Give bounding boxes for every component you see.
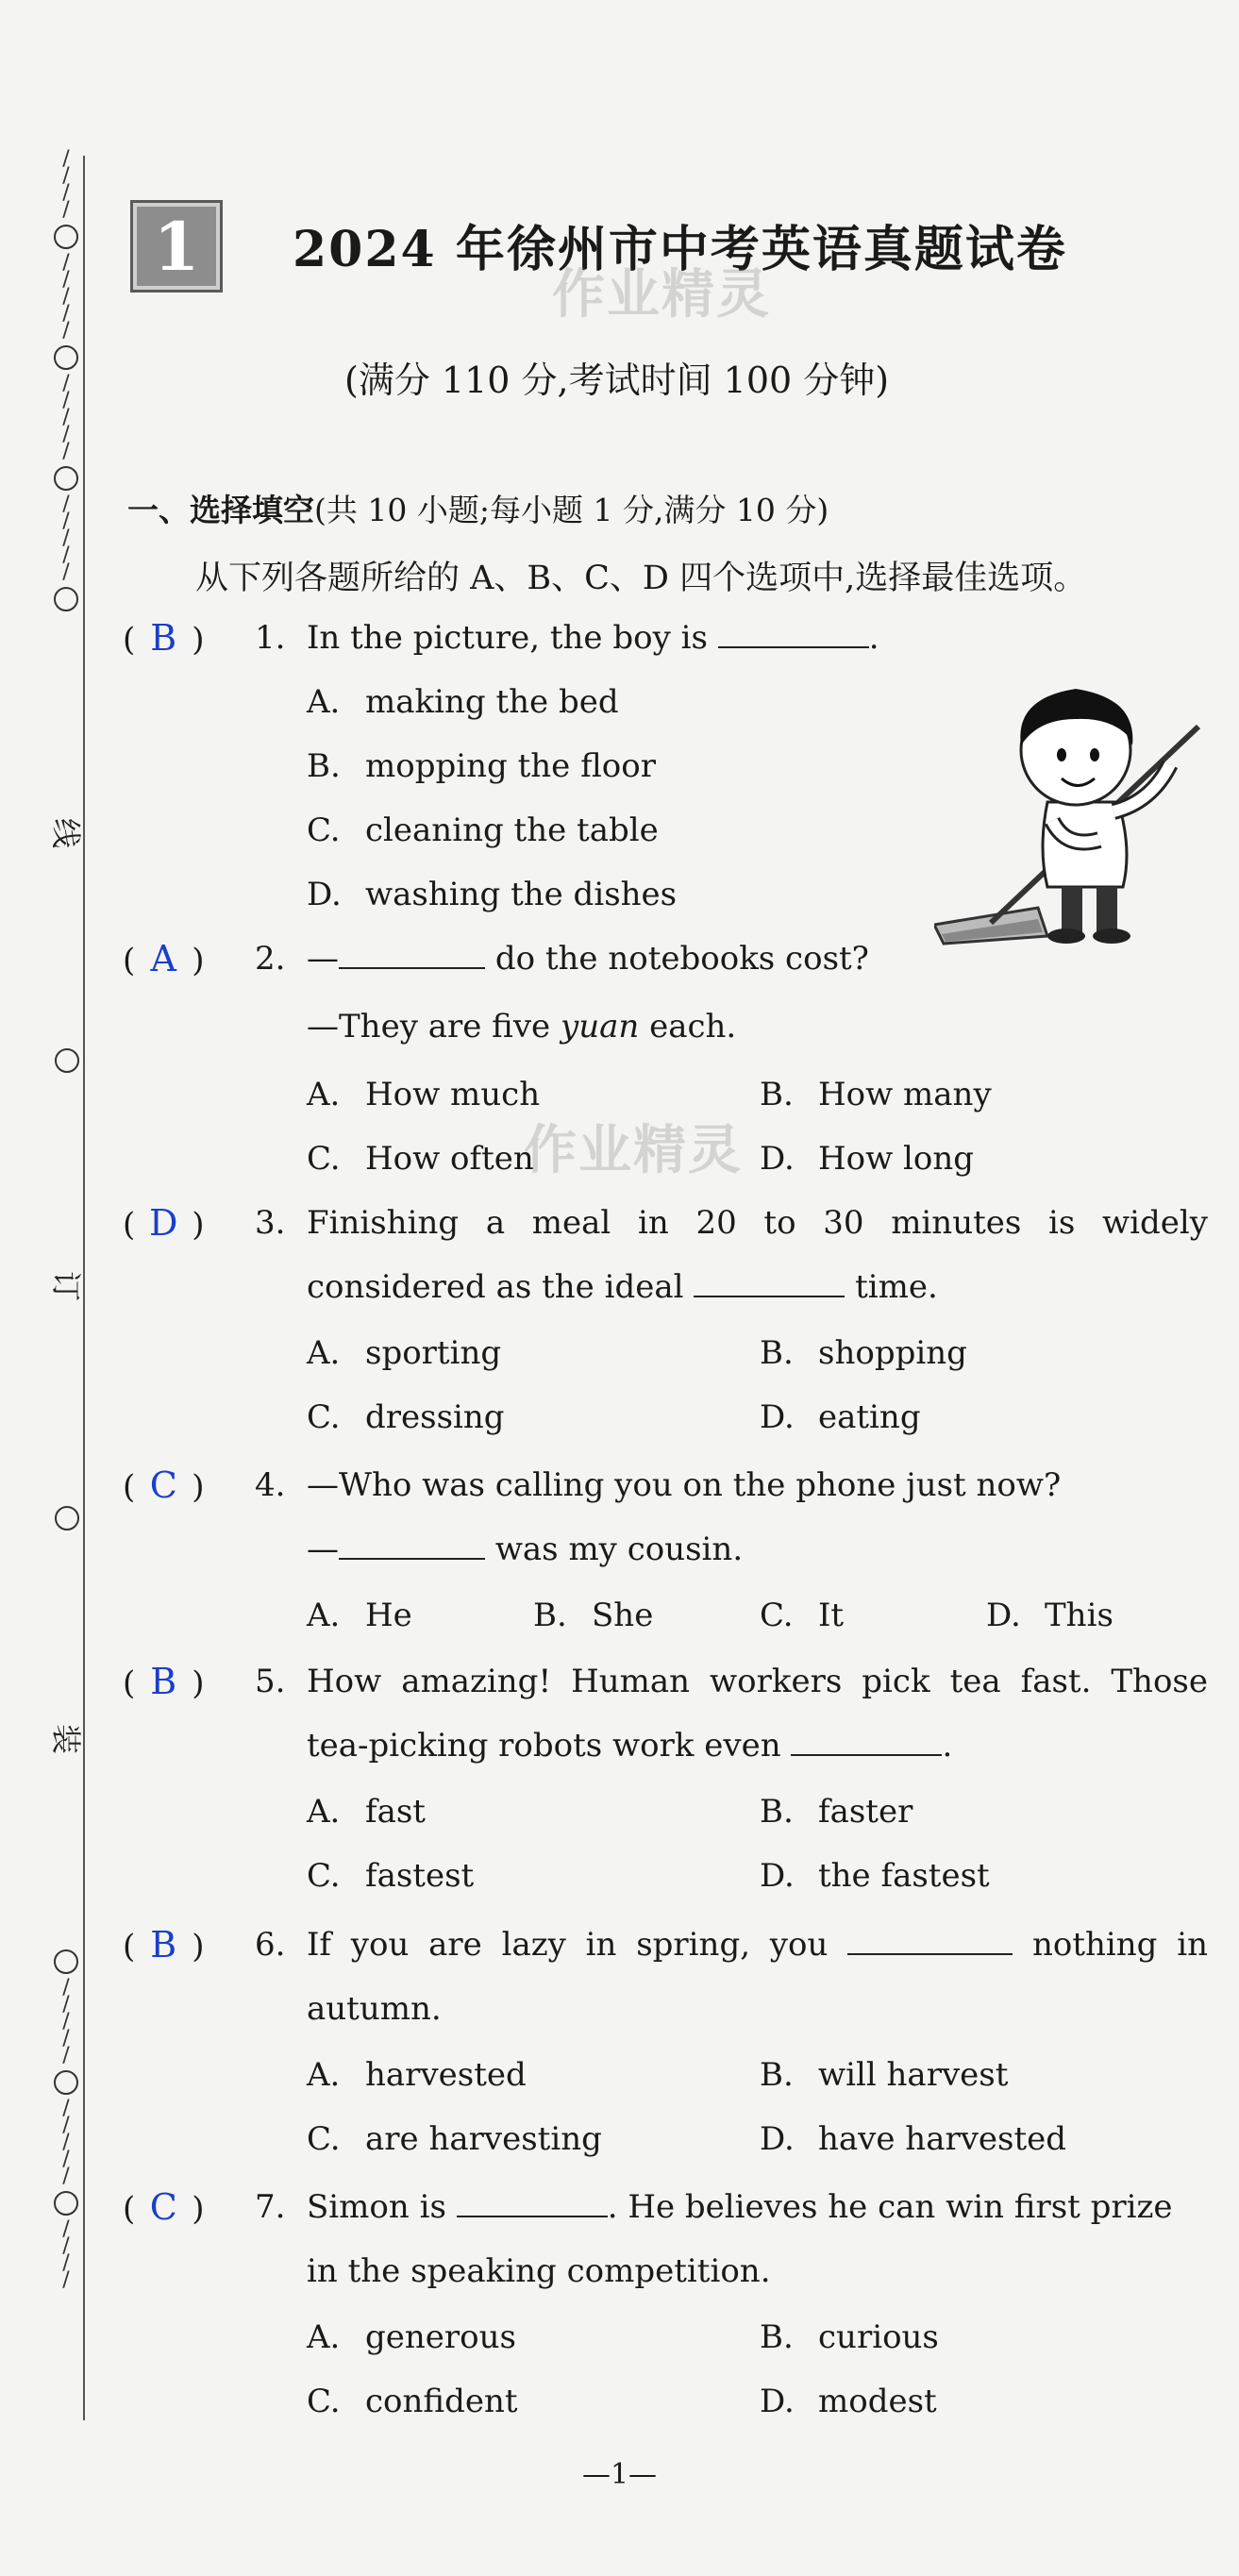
question-stem: —Who was calling you on the phone just now? — [307, 1466, 1062, 1504]
question-stem: How amazing! Human workers pick tea fast. Those — [307, 1663, 1208, 1700]
option-a: A. He — [307, 1597, 412, 1634]
page-number: —1— — [581, 2458, 658, 2491]
option-d: D. eating — [760, 1398, 921, 1436]
answer-blank — [339, 1530, 485, 1560]
option-b: B. faster — [760, 1793, 913, 1831]
answer-3: D — [149, 1202, 178, 1244]
option-b: B. mopping the floor — [307, 747, 656, 785]
question-number: 3. — [255, 1204, 286, 1242]
option-b: B. She — [533, 1597, 654, 1634]
question-stem: In the picture, the boy is . — [307, 619, 879, 657]
answer-blank — [694, 1267, 845, 1297]
option-d: D. How long — [760, 1140, 975, 1178]
option-c: C. fastest — [307, 1857, 475, 1895]
option-c: C. are harvesting — [307, 2120, 602, 2158]
binding-circle — [54, 1949, 78, 1974]
option-b: B. curious — [760, 2318, 939, 2356]
watermark: 作业精灵 — [524, 1120, 743, 1181]
question-line-2: —They are five yuan each. — [307, 1008, 737, 1045]
option-c: C. cleaning the table — [307, 811, 659, 849]
watermark: 作业精灵 — [552, 264, 771, 326]
answer-blank — [791, 1726, 942, 1756]
question-stem: If you are lazy in spring, you nothing in — [307, 1926, 1209, 1964]
option-d: D. modest — [760, 2383, 937, 2420]
option-a: A. sporting — [307, 1334, 502, 1372]
question-line-2: considered as the ideal time. — [307, 1268, 938, 1306]
answer-blank — [847, 1925, 1013, 1955]
question-6: ( B ) 6. If you are lazy in spring, you nothing in autumn. A. harvested B. will harvest C. are harvesting D. have harvested — [123, 1913, 1208, 2177]
question-number: 1. — [255, 619, 286, 657]
answer-4: C — [149, 1464, 177, 1506]
answer-blank — [457, 2187, 608, 2217]
option-d: D. This — [986, 1597, 1113, 1634]
option-c: C. How often — [307, 1140, 534, 1178]
binding-circle — [54, 466, 78, 491]
option-a: A. harvested — [307, 2056, 527, 2094]
binding-circle — [54, 225, 78, 249]
question-stem: Simon is . He believes he can win first prize — [307, 2188, 1173, 2226]
option-c: C. dressing — [307, 1398, 505, 1436]
question-4: ( C ) 4. —Who was calling you on the phone just now? — was my cousin. A. He B. She C. It D. This — [123, 1453, 1208, 1651]
option-a: A. generous — [307, 2318, 516, 2356]
option-d: D. washing the dishes — [307, 876, 678, 913]
question-number: 2. — [255, 940, 286, 978]
binding-circle — [54, 345, 78, 370]
answer-6: B — [150, 1924, 177, 1965]
binding-char-ding: 订 — [48, 1270, 85, 1302]
answer-2: A — [150, 938, 176, 979]
section-instruction: 从下列各题所给的 A、B、C、D 四个选项中,选择最佳选项。 — [195, 560, 1087, 597]
answer-blank — [339, 939, 485, 969]
question-number: 4. — [255, 1466, 286, 1504]
binding-char-zhuang: 装 — [48, 1723, 85, 1755]
option-d: D. the fastest — [760, 1857, 990, 1895]
question-3: ( D ) 3. Finishing a meal in 20 to 30 minutes is widely considered as the ideal time. A. sporting B. shopping C. dressing D. eating — [123, 1191, 1208, 1464]
question-number: 6. — [255, 1926, 286, 1964]
question-line-2: tea-picking robots work even . — [307, 1727, 953, 1765]
option-c: C. confident — [307, 2383, 518, 2420]
binding-slashes-top: / / / / / / / / / / / / / / / / / / / — [52, 151, 80, 617]
binding-circle — [55, 1506, 79, 1531]
answer-5: B — [150, 1661, 177, 1702]
option-a: A. How much — [307, 1076, 541, 1113]
page-title: 2024 年徐州市中考英语真题试卷 — [293, 221, 1067, 278]
exam-subtitle: (满分 110 分,考试时间 100 分钟) — [344, 360, 890, 401]
binding-circle — [54, 2191, 78, 2216]
binding-char-xian: 线 — [48, 817, 85, 849]
answer-blank — [718, 618, 869, 648]
binding-slashes-bottom: / / / / / / / / / / / / / / — [52, 1944, 80, 2289]
question-line-2: in the speaking competition. — [307, 2252, 771, 2290]
question-2: ( A ) 2. — do the notebooks cost? —They are five yuan each. A. How much B. How many C. How often D. How long — [123, 927, 1208, 1200]
question-5: ( B ) 5. How amazing! Human workers pick tea fast. Those tea-picking robots work even . A. fast B. faster C. fastest D. the fastest — [123, 1649, 1208, 1914]
question-1: ( B ) 1. In the picture, the boy is . A. making the bed B. mopping the floor C. cleaning the table D. washing the dishes — [123, 606, 1208, 908]
option-b: B. shopping — [760, 1334, 967, 1372]
question-7: ( C ) 7. Simon is . He believes he can win first prize in the speaking competition. A. generous B. curious C. confident D. modest — [123, 2175, 1208, 2439]
binding-circle — [55, 1048, 79, 1073]
option-b: B. will harvest — [760, 2056, 1009, 2094]
option-a: A. fast — [307, 1793, 426, 1831]
question-stem: Finishing a meal in 20 to 30 minutes is widely — [307, 1204, 1208, 1242]
section-title: 一、选择填空 — [127, 492, 314, 528]
question-line-2: — was my cousin. — [307, 1531, 744, 1568]
question-line-2: autumn. — [307, 1990, 442, 2028]
option-b: B. How many — [760, 1076, 992, 1113]
option-a: A. making the bed — [307, 683, 619, 721]
answer-1: B — [150, 617, 177, 659]
option-d: D. have harvested — [760, 2120, 1067, 2158]
answer-7: C — [149, 2186, 177, 2228]
binding-circle — [54, 2070, 78, 2095]
question-number: 5. — [255, 1663, 286, 1700]
binding-circle — [54, 587, 78, 611]
section-note: (共 10 小题;每小题 1 分,满分 10 分) — [314, 492, 829, 528]
option-c: C. It — [760, 1597, 845, 1634]
question-number: 7. — [255, 2188, 286, 2226]
boy-mopping-illustration — [934, 661, 1217, 962]
section-heading — [127, 486, 829, 530]
paper-number-badge: 1 — [130, 200, 223, 293]
question-stem: — do the notebooks cost? — [307, 940, 869, 978]
